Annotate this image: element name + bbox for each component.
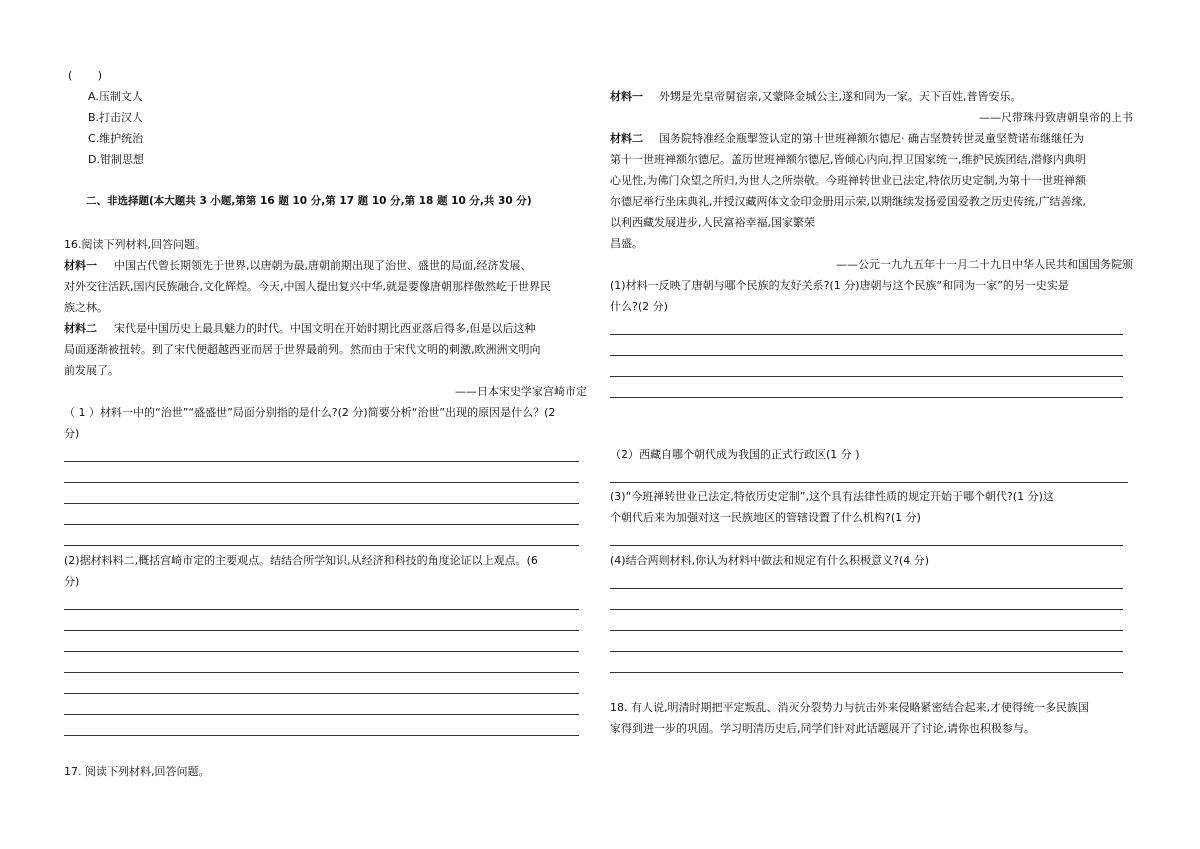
section2-title: 二、非选择题(本大题共 3 小题,第第 16 题 10 分,第 17 题 10 分,第 18 题 10 分,共 30 分) [86,195,532,207]
answer-paren: ( ) [68,69,103,82]
answer-line[interactable] [64,714,579,715]
answer-line[interactable] [610,482,1128,483]
answer-line[interactable] [64,545,579,546]
q16-sub2-line2: 分) [64,575,80,588]
q17-material2-label: 材料二 [610,132,643,145]
q16-material2-label: 材料二 [64,322,97,335]
answer-line[interactable] [64,735,579,736]
q17-material1-label: 材料一 [610,90,643,103]
q16-sub1-line1: （ 1 ）材料一中的“治世”“盛盛世”局面分别指的是什么?(2 分)简要分析“治世”出现的原因是什么？(2 [64,406,556,419]
answer-line[interactable] [64,630,579,631]
answer-line[interactable] [610,355,1123,356]
q17-material2-line3: 心见性,为佛门众望之所归,为世人之所崇敬。今班禅转世业已法定,特依历史定制,为第十一世班禅额 [610,174,1086,187]
q17-material1-source: ——尺带珠丹致唐朝皇帝的上书 [979,111,1133,124]
answer-line[interactable] [64,524,579,525]
answer-line[interactable] [610,672,1123,673]
answer-line[interactable] [64,461,579,462]
q17-sub2: （2）西藏自哪个朝代成为我国的正式行政区(1 分 ) [610,448,860,461]
q17-material1-text: 外甥是先皇帝舅宿亲,又蒙降金城公主,遂和同为一家。天下百姓,普皆安乐。 [659,90,1022,103]
option-d: D.钳制思想 [88,153,144,166]
q17-sub1-line2: 什么?(2 分) [610,300,668,313]
q16-stem: 16.阅读下列材料,回答问题。 [64,238,206,251]
q17-sub4: (4)结合两则材料,你认为材料中做法和规定有什么积极意义?(4 分) [610,554,929,567]
answer-line[interactable] [64,482,579,483]
answer-line[interactable] [64,503,579,504]
q17-material2-line1: 国务院特准经金瓶掣签认定的第十世班禅额尔德尼· 确吉坚赞转世灵童坚赞诺布继继任为 [659,132,1084,145]
q16-material1-line3: 族之林。 [64,301,108,314]
answer-line[interactable] [64,651,579,652]
q18-line2: 家得到进一步的巩固。学习明清历史后,同学们针对此话题展开了讨论,请你也积极参与。 [610,722,1035,735]
option-a: A.压制文人 [88,90,143,103]
option-b: B.打击汉人 [88,111,144,124]
q17-material2-line6: 昌盛。 [610,237,643,250]
answer-line[interactable] [610,588,1123,589]
q16-material1-line1: 中国古代曾长期领先于世界,以唐朝为最,唐朝前期出现了治世、盛世的局面,经济发展、 [114,259,532,272]
q17-sub3-line2: 个朝代后来为加强对这一民族地区的管辖设置了什么机构?(1 分) [610,511,921,524]
q16-source: ——日本宋史学家宫崎市定 [455,385,587,398]
q16-material1-line2: 对外交往活跃,国内民族融合,文化辉煌。今天,中国人提出复兴中华,就是要像唐朝那样傲然屹于世界民 [64,280,551,293]
q16-material2-line2: 局面逐渐被扭转。到了宋代便超越西亚而居于世界最前列。然而由于宋代文明的刺激,欧洲洲文明向 [64,343,541,356]
q17-material2-line5: 以利西藏发展进步,人民富裕幸福,国家繁荣 [610,216,815,229]
answer-line[interactable] [610,609,1123,610]
q16-material2-line3: 前发展了。 [64,364,119,377]
q16-sub1-line2: 分) [64,427,80,440]
answer-line[interactable] [64,609,579,610]
q18-line1: 18. 有人说,明清时期把平定叛乱、消灭分裂势力与抗击外来侵略紧密结合起来,才使得统一多民族国 [610,701,1089,714]
option-c: C.维护统治 [88,132,144,145]
answer-line[interactable] [64,672,579,673]
answer-line[interactable] [610,630,1123,631]
answer-line[interactable] [64,693,579,694]
q17-sub1-line1: (1)材料一反映了唐朝与哪个民族的友好关系?(1 分)唐朝与这个民族“和同为一家”的另一史实是 [610,279,1069,292]
answer-line[interactable] [610,334,1123,335]
q16-material2-line1: 宋代是中国历史上最具魅力的时代。中国文明在开始时期比西亚落后得多,但是以后这种 [114,322,536,335]
answer-line[interactable] [610,376,1123,377]
q16-material1-label: 材料一 [64,259,97,272]
answer-line[interactable] [610,397,1123,398]
q17-material2-source: ——公元一九九五年十一月二十九日中华人民共和国国务院颁 [836,258,1133,271]
q16-sub2-line1: (2)据材料料二,概括宫崎市定的主要观点。结结合所学知识,从经济和科技的角度论证以上观点。(6 [64,554,538,567]
q17-material2-line2: 第十一世班禅额尔德尼。盖历世班禅额尔德尼,皆倾心内向,捍卫国家统一,维护民族团结,潜修内典明 [610,153,1086,166]
q17-stem: 17. 阅读下列材料,回答问题。 [64,765,210,778]
answer-line[interactable] [610,545,1123,546]
q17-sub3-line1: (3)“今班禅转世业已法定,特依历史定制”,这个具有法律性质的规定开始于哪个朝代?(1 分)这 [610,490,1054,503]
answer-line[interactable] [610,651,1123,652]
q17-material2-line4: 尔德尼举行坐床典礼,并授汉藏两体文金印金册用示荣,以期继续发扬爱国爱教之历史传统,广结善缘, [610,195,1086,208]
